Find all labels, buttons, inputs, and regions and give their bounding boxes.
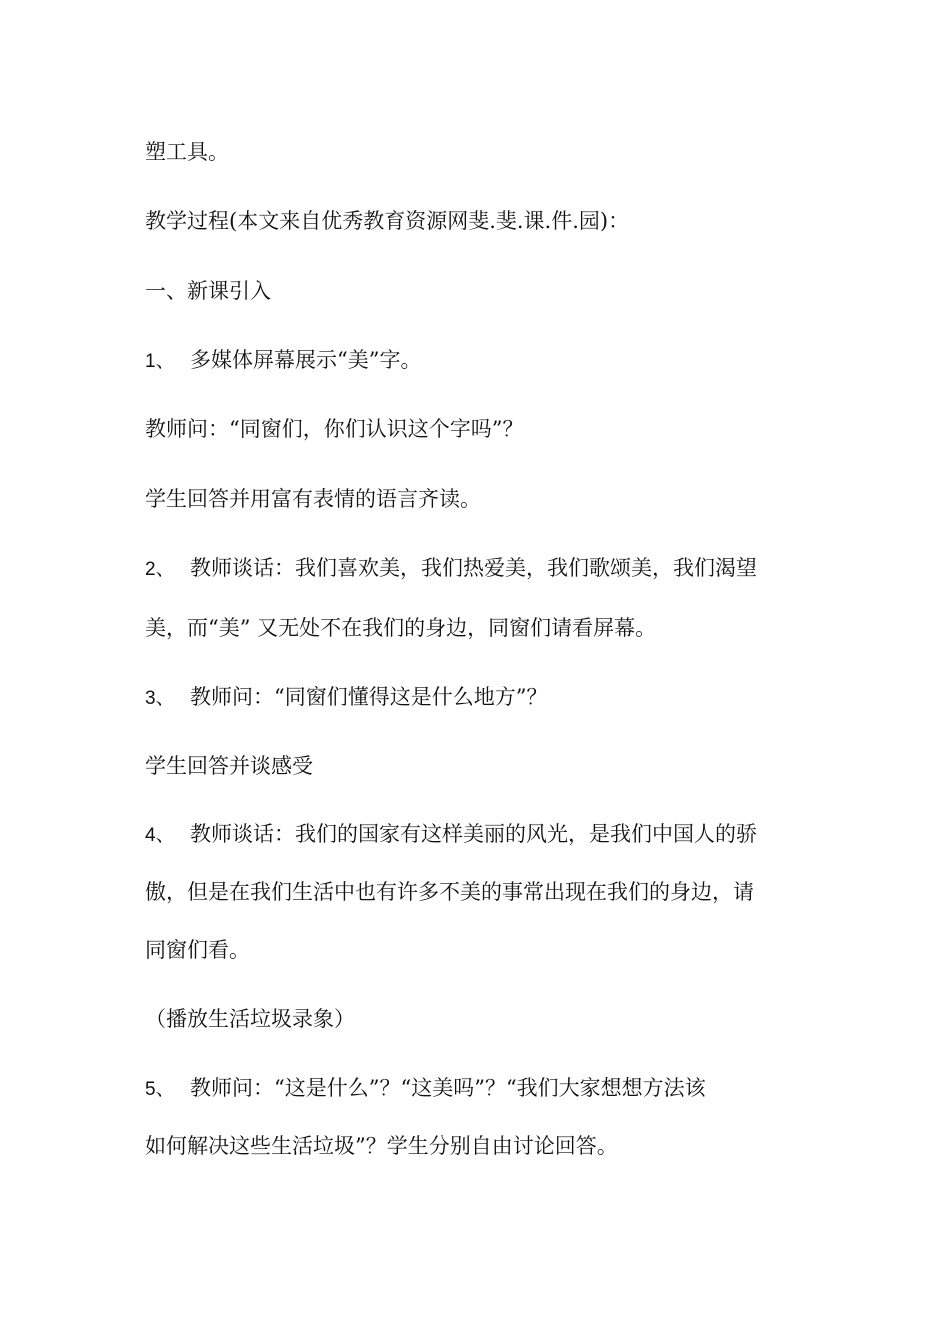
text-line: 塑工具。 [145, 140, 229, 164]
list-item: 3、 教师问：“同窗们懂得这是什么地方”？ [145, 682, 547, 714]
text-line: 同窗们看。 [145, 938, 250, 962]
text-line: 如何解决这些生活垃圾”？学生分别自由讨论回答。 [145, 1134, 618, 1158]
section-heading: 一、新课引入 [145, 279, 271, 303]
text-line: 教学过程(本文来自优秀教育资源网斐.斐.课.件.园)： [145, 209, 630, 233]
text-line: 教师问：“同窗们，你们认识这个字吗”？ [145, 417, 524, 441]
list-item: 5、 教师问：“这是什么”？“这美吗”？“我们大家想想方法该 [145, 1073, 706, 1105]
list-item: 2、 教师谈话：我们喜欢美，我们热爱美，我们歌颂美，我们渴望 [145, 553, 757, 585]
text-line: （播放生活垃圾录象） [145, 1007, 355, 1031]
text-line: 学生回答并谈感受 [145, 754, 313, 778]
list-item: 1、 多媒体屏幕展示“美”字。 [145, 345, 421, 377]
text-line: 学生回答并用富有表情的语言齐读。 [145, 487, 481, 511]
text-line: 傲，但是在我们生活中也有许多不美的事常出现在我们的身边，请 [145, 880, 754, 904]
list-number: 2、 [145, 559, 175, 580]
list-number: 4、 [145, 825, 175, 846]
list-number: 3、 [145, 688, 175, 709]
list-item: 4、 教师谈话：我们的国家有这样美丽的风光，是我们中国人的骄 [145, 819, 757, 851]
list-number: 5、 [145, 1079, 175, 1100]
list-number: 1、 [145, 351, 175, 372]
text-line: 美，而“美” 又无处不在我们的身边，同窗们请看屏幕。 [145, 616, 657, 640]
